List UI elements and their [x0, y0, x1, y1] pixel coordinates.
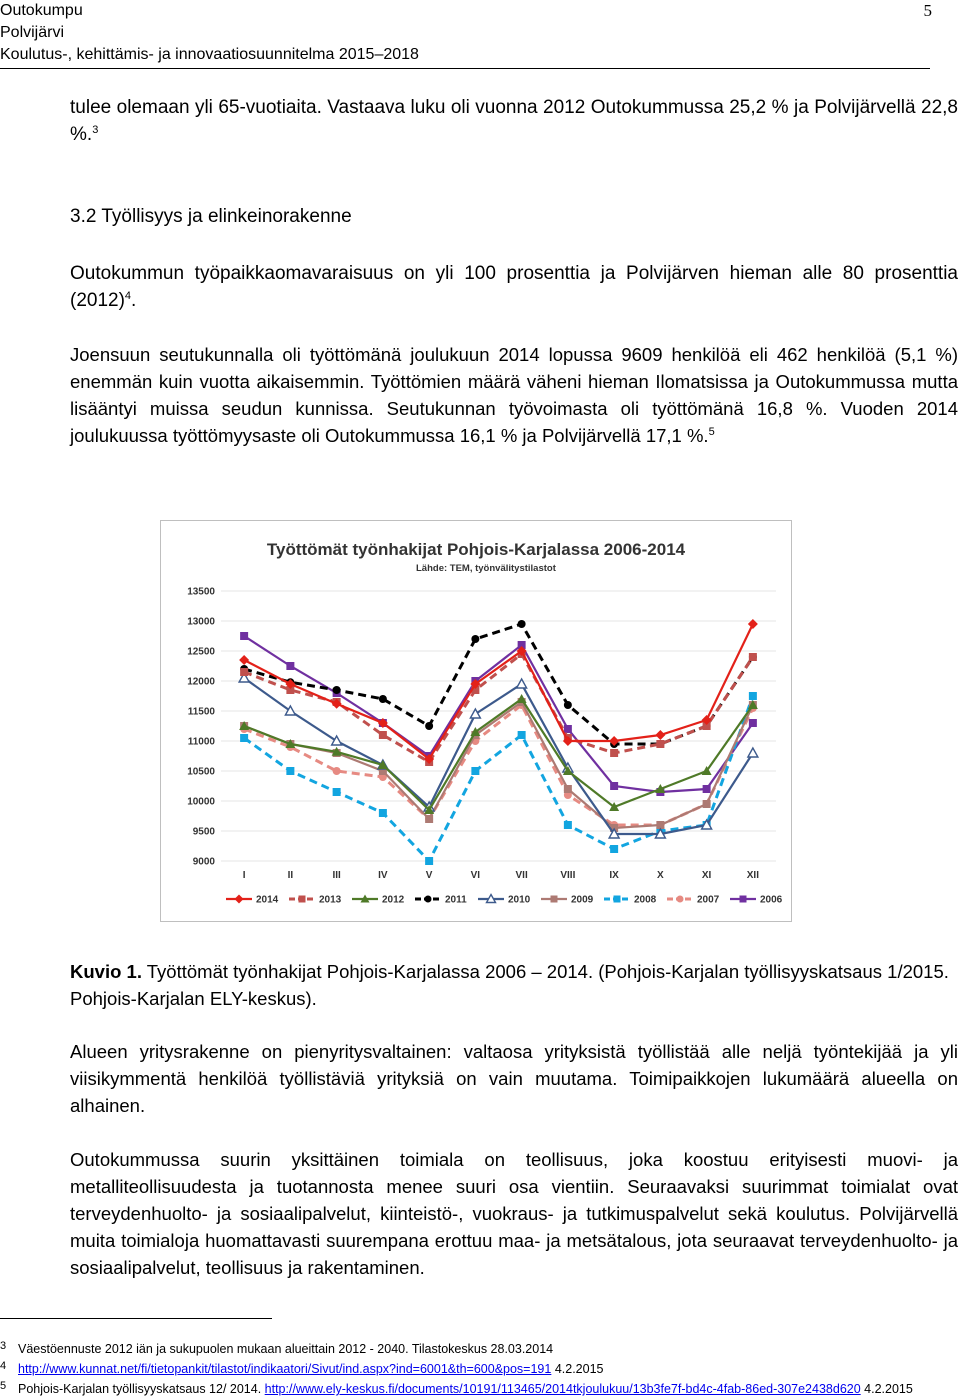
- data-point: [425, 896, 432, 903]
- running-header: [0, 0, 940, 66]
- y-tick-label: 9000: [192, 856, 215, 868]
- data-point: [240, 668, 248, 676]
- data-point: [286, 767, 294, 775]
- series-line: [244, 678, 753, 834]
- paragraph-2: [70, 260, 958, 314]
- y-axis-ticks: [187, 587, 215, 868]
- series-2010: [239, 673, 758, 838]
- chart-series: [239, 619, 758, 865]
- figure-caption: [70, 958, 958, 1012]
- data-point: [333, 767, 341, 775]
- legend-item: [415, 895, 467, 906]
- footnote-3: [0, 1338, 553, 1357]
- data-point: [235, 895, 244, 904]
- footnote-link[interactable]: http://www.kunnat.net/fi/tietopankit/tilastot/indikaatori/Sivut/ind.aspx?ind=6001&th=600&pos=191: [18, 1362, 552, 1376]
- y-tick-label: 13000: [187, 616, 215, 628]
- data-point: [656, 740, 664, 748]
- x-tick-label: VI: [470, 870, 481, 881]
- legend-label: 2009: [571, 894, 594, 906]
- paragraph-3: [70, 341, 958, 449]
- series-line: [244, 702, 753, 828]
- data-point: [517, 679, 527, 688]
- data-point: [610, 845, 618, 853]
- x-tick-label: XII: [746, 870, 759, 881]
- paragraph-1: [70, 94, 958, 148]
- footnote-number: 5: [0, 1380, 7, 1392]
- x-tick-label: V: [425, 870, 433, 881]
- data-point: [564, 701, 572, 709]
- footnote-5: [0, 1378, 913, 1397]
- footnote-ref-4[interactable]: 4: [124, 290, 132, 302]
- x-tick-label: VII: [515, 870, 528, 881]
- x-tick-label: VIII: [560, 870, 576, 881]
- data-point: [703, 800, 711, 808]
- data-point: [425, 857, 433, 865]
- data-point: [749, 719, 757, 727]
- data-point: [425, 815, 433, 823]
- data-point: [564, 821, 572, 829]
- series-2007: [240, 701, 757, 829]
- data-point: [703, 785, 711, 793]
- data-point: [610, 782, 618, 790]
- footnote-link[interactable]: http://www.ely-keskus.fi/documents/10191/113465/2014tkjoulukuu/13b3fe7f-bd4c-4fab-86ed-307e2438d620: [264, 1382, 861, 1396]
- series-2014: [239, 619, 758, 764]
- footnote-ref-5[interactable]: 5: [708, 426, 715, 438]
- paragraph-3-text: Joensuun seutukunnalla oli työttömänä joulukuun 2014 lopussa 9609 henkilöä eli 462 henkilöä (5,1 %) enemmän kuin vuotta aikaisemmin. Työttömien määrä väheni hieman Ilomatsissa ja Outokummussa mutta lisääntyi muissa seudun kunnissa. Seutukunnan työvoimasta oli työttömänä 16,8 %. Vuoden 2014 joulukuussa työttömyysaste oli Outokummussa 16,1 % ja Polvijärvellä 17,1 %.: [70, 344, 958, 446]
- data-point: [470, 709, 480, 718]
- legend-item: [289, 895, 342, 906]
- y-tick-label: 10500: [187, 766, 215, 778]
- legend-label: 2007: [697, 894, 720, 906]
- y-tick-label: 9500: [192, 826, 215, 838]
- footnote-4: [0, 1358, 603, 1377]
- series-line: [244, 654, 753, 762]
- data-point: [610, 749, 618, 757]
- data-point: [655, 730, 665, 740]
- page-number: 5: [923, 1, 932, 20]
- chart-legend: [226, 895, 783, 906]
- caption-label: Kuvio 1.: [70, 961, 142, 982]
- data-point: [240, 734, 248, 742]
- data-point: [239, 655, 249, 665]
- y-tick-label: 13500: [187, 586, 215, 598]
- line-chart: [161, 521, 791, 921]
- data-point: [379, 695, 387, 703]
- paragraph-2-text: Outokummun työpaikkaomavaraisuus on yli 100 prosenttia ja Polvijärven hieman alle 80 prosenttia (2012): [70, 263, 958, 311]
- footnote-date: 4.2.2015: [860, 1382, 913, 1396]
- legend-label: 2008: [634, 894, 657, 906]
- footnote-text: Väestöennuste 2012 iän ja sukupuolen mukaan alueittain 2012 - 2040. Tilastokeskus 28.03.2014: [18, 1342, 554, 1356]
- series-line: [244, 696, 753, 861]
- data-point: [564, 785, 572, 793]
- legend-item: [478, 895, 531, 906]
- x-tick-label: II: [287, 870, 294, 881]
- footnote-number: 3: [0, 1340, 7, 1352]
- legend-label: 2006: [760, 894, 783, 906]
- series-line: [244, 636, 753, 792]
- x-tick-label: IV: [378, 870, 388, 881]
- data-point: [740, 896, 747, 903]
- data-point: [749, 653, 757, 661]
- legend-item: [226, 895, 279, 906]
- data-point: [299, 896, 306, 903]
- data-point: [379, 809, 387, 817]
- footnote-text: Pohjois-Karjalan työllisyyskatsaus 12/ 2014.: [18, 1382, 265, 1396]
- legend-label: 2013: [319, 894, 342, 906]
- data-point: [333, 686, 341, 694]
- data-point: [471, 635, 479, 643]
- legend-item: [667, 895, 720, 906]
- legend-item: [352, 895, 405, 906]
- legend-item: [541, 895, 594, 906]
- section-heading: 3.2 Työllisyys ja elinkeinorakenne: [70, 206, 352, 227]
- legend-item: [604, 895, 657, 906]
- footnote-date: 4.2.2015: [551, 1362, 604, 1376]
- data-point: [748, 748, 758, 757]
- y-tick-label: 11500: [187, 706, 215, 718]
- x-tick-label: XI: [701, 870, 712, 881]
- x-tick-label: X: [657, 870, 664, 881]
- paragraph-4: Alueen yritysrakenne on pienyritysvaltainen: valtaosa yrityksistä työllistää alle neljä työntekijää ja yli viisikymmentä henkilöä työllistäviä yrityksiä on vain muutama. Toimipaikkojen lukumäärä alueella on alhainen.: [70, 1041, 958, 1116]
- data-point: [286, 662, 294, 670]
- data-point: [614, 896, 621, 903]
- caption-text: Työttömät työnhakijat Pohjois-Karjalassa 2006 – 2014. (Pohjois-Karjalan työllisyyskatsaus 1/2015. Pohjois-Karjalan ELY-keskus).: [70, 961, 949, 1009]
- data-point: [379, 731, 387, 739]
- data-point: [518, 731, 526, 739]
- data-point: [333, 788, 341, 796]
- x-tick-label: I: [242, 870, 246, 881]
- header-line-1: Outokumpu: [0, 2, 83, 19]
- paragraph-5: Outokummussa suurin yksittäinen toimiala on teollisuus, joka koostuu erityisesti muovi- ja metalliteollisuudesta ja tuotannosta menee suuri osa vientiin. Seuraavaksi suurimmat toimialat ovat terveydenhuolto- ja sosiaalipalvelut, kiinteistö-, vuokraus- ja tutkimuspalvelut sekä koulutus. Polvijärvellä muita toimialoja huomattavasti suurempana erottuu maa- ja metsätalous, jota seuraavat terveydenhuolto- ja sosiaalipalvelut, teollisuus ja rakentaminen.: [70, 1149, 958, 1278]
- data-point: [425, 722, 433, 730]
- legend-label: 2012: [382, 894, 405, 906]
- x-tick-label: IX: [609, 870, 619, 881]
- y-tick-label: 12000: [187, 676, 215, 688]
- data-point: [518, 620, 526, 628]
- data-point: [564, 725, 572, 733]
- header-rule: [0, 68, 930, 69]
- paragraph-2-end: .: [131, 290, 137, 311]
- y-tick-label: 11000: [187, 736, 215, 748]
- series-2009: [240, 698, 757, 832]
- x-tick-label: III: [332, 870, 341, 881]
- y-tick-label: 12500: [187, 646, 215, 658]
- x-axis-ticks: [243, 870, 759, 881]
- legend-item: [730, 895, 783, 906]
- data-point: [677, 896, 684, 903]
- footnote-rule: [0, 1318, 272, 1319]
- footnote-number: 4: [0, 1360, 7, 1372]
- header-line-3: Koulutus-, kehittämis- ja innovaatiosuunnitelma 2015–2018: [0, 46, 419, 63]
- data-point: [240, 632, 248, 640]
- legend-label: 2010: [508, 894, 531, 906]
- chart-title: Työttömät työnhakijat Pohjois-Karjalassa 2006-2014: [266, 540, 686, 559]
- paragraph-1-text: tulee olemaan yli 65-vuotiaita. Vastaava luku oli vuonna 2012 Outokummussa 25,2 % ja Polvijärvellä 22,8 %.: [70, 97, 958, 145]
- chart-figure: [160, 520, 792, 922]
- data-point: [471, 767, 479, 775]
- footnote-ref-3[interactable]: 3: [92, 124, 99, 136]
- series-line: [244, 705, 753, 825]
- data-point: [749, 692, 757, 700]
- data-point: [551, 896, 558, 903]
- y-tick-label: 10000: [187, 796, 215, 808]
- header-line-2: Polvijärvi: [0, 24, 65, 41]
- legend-label: 2014: [256, 894, 279, 906]
- legend-label: 2011: [445, 894, 467, 906]
- chart-subtitle: Lähde: TEM, työnvälitystilastot: [416, 563, 556, 574]
